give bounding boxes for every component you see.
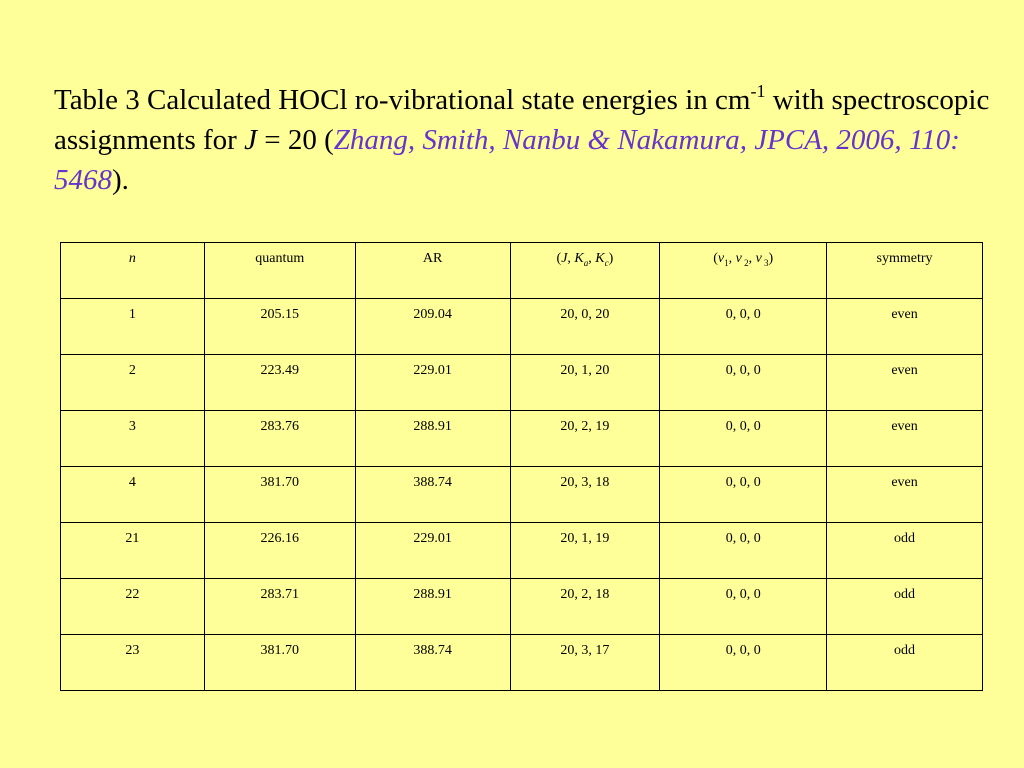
cell-ar: 388.74 xyxy=(355,635,510,691)
header-ar: AR xyxy=(355,243,510,299)
cell-ar: 388.74 xyxy=(355,467,510,523)
cell-quantum: 381.70 xyxy=(204,467,355,523)
cell-n: 1 xyxy=(61,299,205,355)
table-row xyxy=(61,523,983,579)
cell-ar: 288.91 xyxy=(355,411,510,467)
cell-n: 2 xyxy=(61,355,205,411)
table-header-row xyxy=(61,243,983,299)
cell-rotational: 20, 3, 17 xyxy=(510,635,660,691)
cell-vibrational: 0, 0, 0 xyxy=(660,411,827,467)
cell-quantum: 223.49 xyxy=(204,355,355,411)
cell-n: 3 xyxy=(61,411,205,467)
cell-rotational: 20, 1, 19 xyxy=(510,523,660,579)
cell-ar: 229.01 xyxy=(355,523,510,579)
header-quantum: quantum xyxy=(204,243,355,299)
cell-vibrational: 0, 0, 0 xyxy=(660,579,827,635)
cell-quantum: 283.71 xyxy=(204,579,355,635)
cell-quantum: 381.70 xyxy=(204,635,355,691)
caption-lead: Table 3 Calculated HOCl ro-vibrational state energies in cm xyxy=(54,84,751,116)
caption-superscript: -1 xyxy=(750,81,766,101)
cell-symmetry: even xyxy=(827,299,983,355)
cell-ar: 229.01 xyxy=(355,355,510,411)
energy-table xyxy=(60,242,983,691)
cell-vibrational: 0, 0, 0 xyxy=(660,523,827,579)
cell-symmetry: odd xyxy=(827,523,983,579)
caption-citation: Zhang, Smith, Nanbu & Nakamura, JPCA, 2006, 110: 5468 xyxy=(54,124,960,196)
cell-rotational: 20, 2, 19 xyxy=(510,411,660,467)
caption-j-symbol: J xyxy=(244,124,257,156)
cell-symmetry: even xyxy=(827,467,983,523)
table-row xyxy=(61,635,983,691)
header-rotational-assignment: (J, $K_a$, $K_c$) xyxy=(510,243,660,299)
cell-rotational: 20, 2, 18 xyxy=(510,579,660,635)
header-vibrational-assignment: ($v_1$, v $_2$, v $_3$) xyxy=(660,243,827,299)
cell-symmetry: even xyxy=(827,355,983,411)
cell-quantum: 205.15 xyxy=(204,299,355,355)
cell-ar: 288.91 xyxy=(355,579,510,635)
cell-vibrational: 0, 0, 0 xyxy=(660,355,827,411)
table-row xyxy=(61,355,983,411)
table-row xyxy=(61,579,983,635)
cell-quantum: 283.76 xyxy=(204,411,355,467)
cell-rotational: 20, 0, 20 xyxy=(510,299,660,355)
cell-quantum: 226.16 xyxy=(204,523,355,579)
caption-tail: ). xyxy=(112,164,129,196)
cell-symmetry: odd xyxy=(827,579,983,635)
header-symmetry: symmetry xyxy=(827,243,983,299)
caption-mid: with spectroscopic assignments for xyxy=(54,84,990,156)
cell-ar: 209.04 xyxy=(355,299,510,355)
cell-rotational: 20, 3, 18 xyxy=(510,467,660,523)
table-row xyxy=(61,467,983,523)
table-row xyxy=(61,299,983,355)
cell-vibrational: 0, 0, 0 xyxy=(660,467,827,523)
cell-n: 22 xyxy=(61,579,205,635)
cell-rotational: 20, 1, 20 xyxy=(510,355,660,411)
cell-vibrational: 0, 0, 0 xyxy=(660,299,827,355)
cell-n: 4 xyxy=(61,467,205,523)
table-row xyxy=(61,411,983,467)
cell-n: 21 xyxy=(61,523,205,579)
caption-j-value: = 20 ( xyxy=(256,124,334,156)
table-caption xyxy=(54,80,994,200)
cell-symmetry: even xyxy=(827,411,983,467)
cell-vibrational: 0, 0, 0 xyxy=(660,635,827,691)
header-n: n xyxy=(61,243,205,299)
cell-n: 23 xyxy=(61,635,205,691)
cell-symmetry: odd xyxy=(827,635,983,691)
